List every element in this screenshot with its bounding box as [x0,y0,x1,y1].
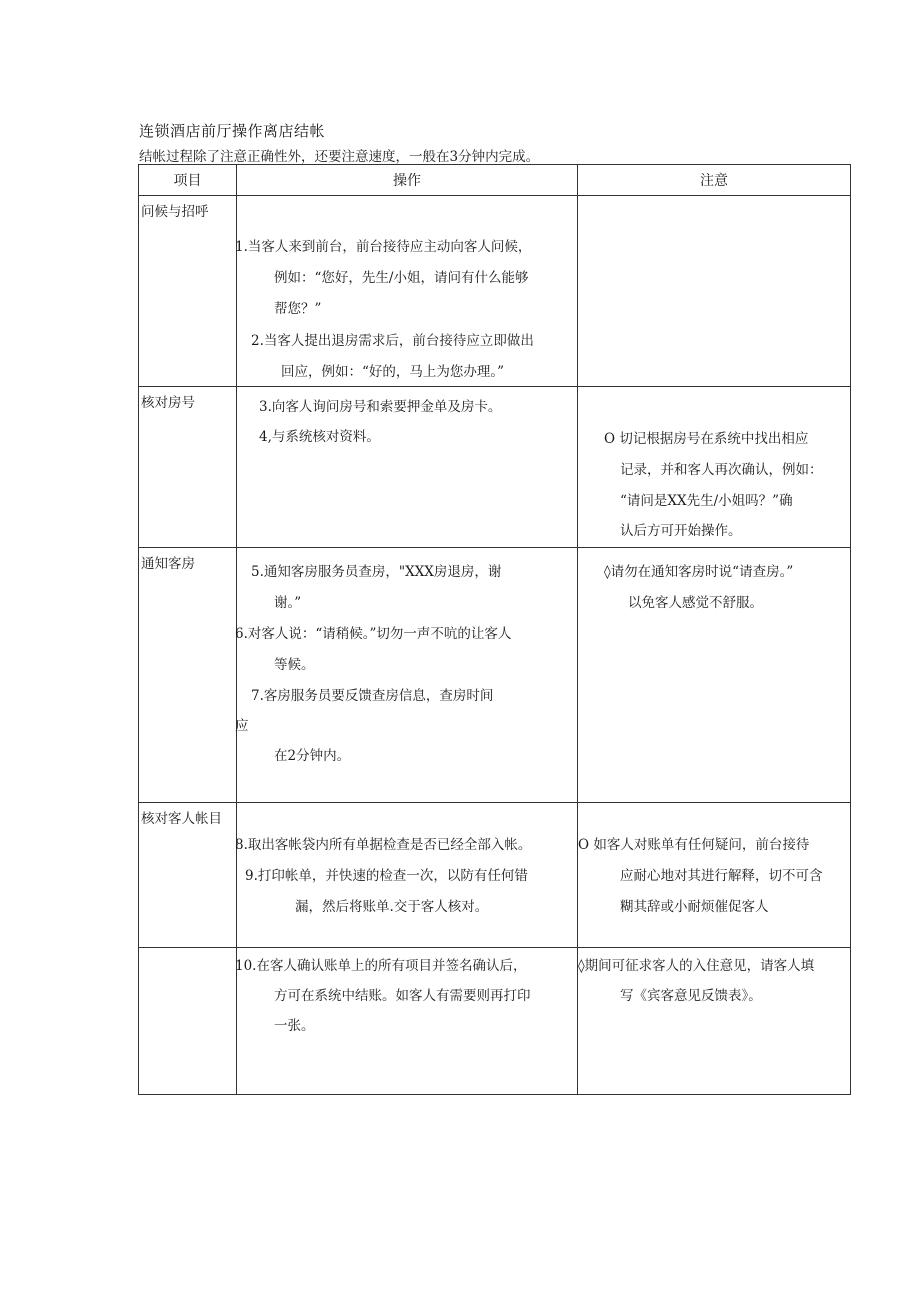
operation-line: 例如：“您好，先生/小姐，请问有什么能够 [274,270,529,286]
note-line: “请问是XX先生/小姐吗？”确 [620,493,793,509]
row-note [578,196,851,387]
procedure-table [138,164,851,1095]
header-note: 注意 [578,165,851,196]
note-line: 糊其辞或小耐烦催促客人 [620,899,769,915]
row-operation [237,548,578,803]
operation-line: 漏，然后将账单.交于客人核对。 [295,899,489,915]
item-label: 核对客人帐目 [141,811,222,827]
item-label: 问候与招呼 [141,204,209,220]
operation-line: 1.当客人来到前台，前台接待应主动向客人问候， [235,239,532,255]
table-row [139,548,851,803]
row-operation [237,196,578,387]
operation-line: 5.通知客房服务员查房，"XXX房退房，谢 [251,564,502,580]
operation-line: 帮您？” [274,301,322,317]
row-operation [237,803,578,948]
row-note [578,803,851,948]
operation-line: 回应，例如：“好的，马上为您办理。” [281,364,505,380]
operation-line: 谢。” [274,595,302,611]
note-line: O 切记根据房号在系统中找出相应 [604,431,809,447]
note-line: 写《宾客意见反馈表》。 [620,988,762,1004]
row-operation [237,387,578,548]
operation-line: 在2分钟内。 [274,748,351,764]
row-item [139,803,237,948]
operation-line: 一张。 [274,1018,315,1034]
note-line: 认后方可开始操作。 [620,523,742,539]
operation-line: 10.在客人确认账单上的所有项目并签名确认后， [235,958,527,974]
operation-line: 9.打印帐单，并快速的检查一次，以防有任何错 [245,868,528,884]
operation-line: 7.客房服务员要反馈查房信息，查房时间 [251,688,494,704]
row-item [139,387,237,548]
header-item: 项目 [139,165,237,196]
operation-line: 6.对客人说：“请稍候。”切勿一声不吭的让客人 [235,626,512,642]
document-subtitle: 结帐过程除了注意正确性外，还要注意速度，一般在3分钟内完成。 [139,149,540,165]
operation-line: 应 [235,718,249,734]
note-line: ◊请勿在通知客房时说“请查房。” [604,564,794,580]
note-line: 应耐心地对其进行解释，切不可含 [620,868,823,884]
operation-line: 3.向客人询问房号和索要押金单及房卡。 [259,399,502,415]
table-row [139,196,851,387]
note-line: ◊期间可征求客人的入住意见，请客人填 [578,958,815,974]
row-item [139,948,237,1095]
row-note [578,948,851,1095]
item-label: 通知客房 [141,556,195,572]
operation-line: 8.取出客帐袋内所有单据检查是否已经全部入帐。 [235,837,532,853]
row-item [139,548,237,803]
table-row [139,803,851,948]
note-line: O 如客人对账单有任何疑问，前台接待 [578,837,810,853]
operation-line: 方可在系统中结账。如客人有需要则再打印 [274,988,531,1004]
header-operation: 操作 [237,165,578,196]
document-title: 连锁酒店前厅操作离店结帐 [139,122,326,140]
item-label: 核对房号 [141,395,195,411]
operation-line: 4,与系统核对资料。 [259,429,380,445]
note-line: 记录，并和客人再次确认，例如： [620,462,823,478]
note-line: 以免客人感觉不舒服。 [628,595,763,611]
row-item [139,196,237,387]
table-header-row [139,165,851,196]
row-note [578,387,851,548]
table-row [139,387,851,548]
operation-line: 等候。 [274,657,315,673]
table-row [139,948,851,1095]
row-note [578,548,851,803]
operation-line: 2.当客人提出退房需求后，前台接待应立即做出 [251,333,534,349]
row-operation [237,948,578,1095]
